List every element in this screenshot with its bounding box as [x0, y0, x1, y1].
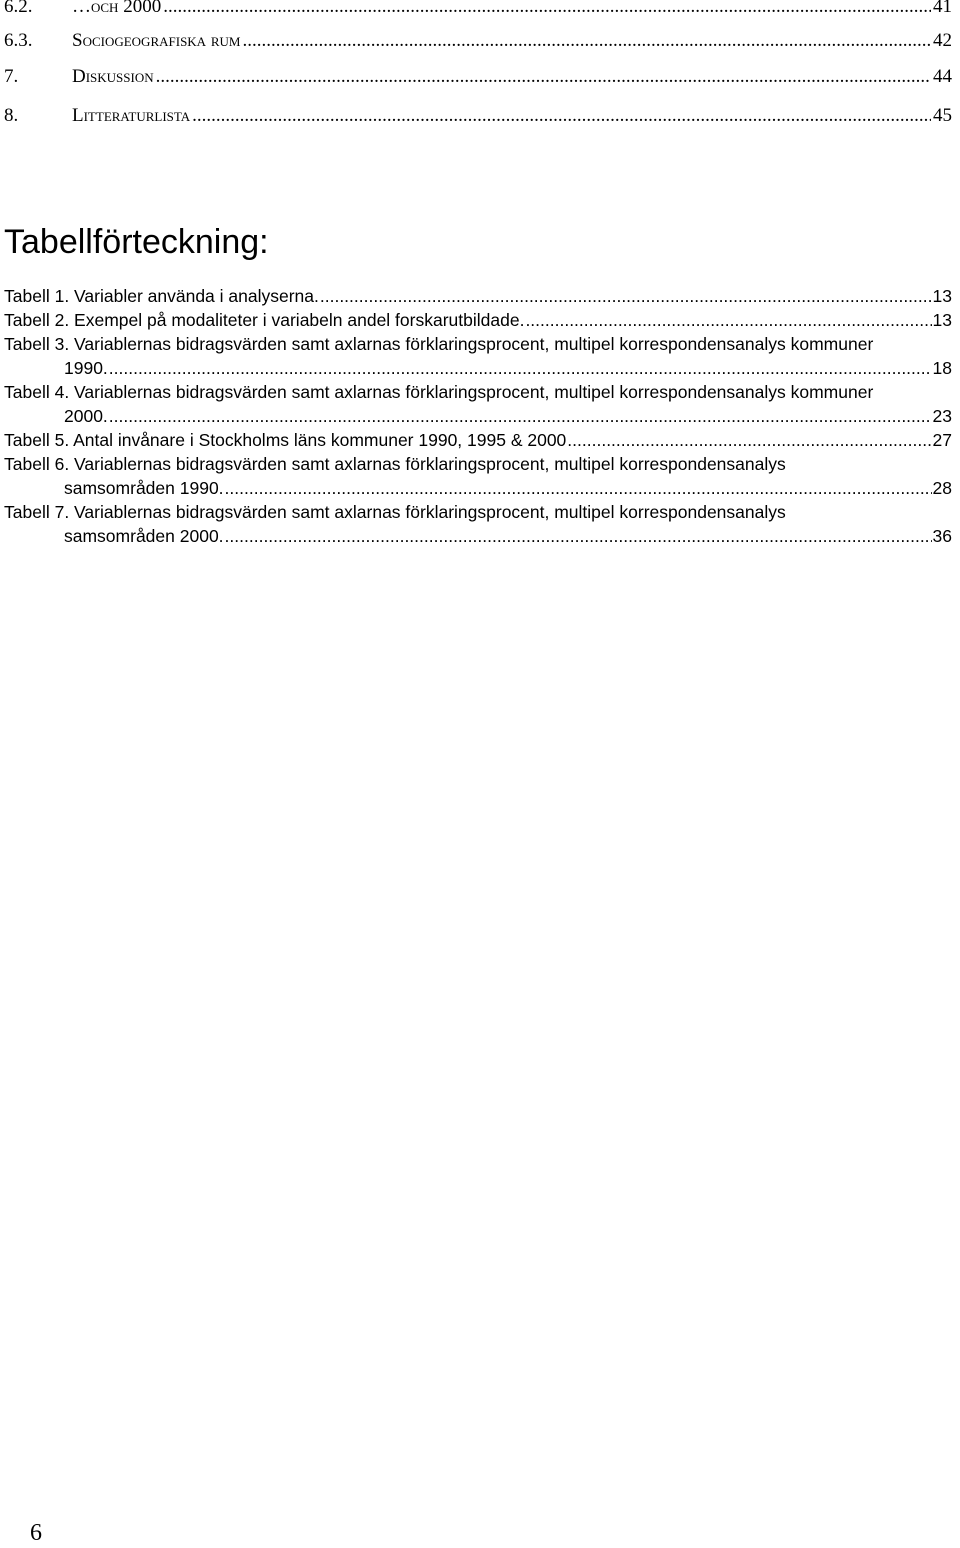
toc-title: Litteraturlista: [72, 105, 191, 126]
table-caption: Tabell 2. Exempel på modaliteter i variabeln andel forskarutbildade.: [4, 310, 525, 330]
toc-page: 41: [933, 0, 952, 17]
table-caption: Tabell 5. Antal invånare i Stockholms läns kommuner 1990, 1995 & 2000: [4, 430, 567, 450]
table-caption: Tabell 1. Variabler använda i analyserna.: [4, 286, 319, 306]
table-caption-continued: samsområden 1990.: [64, 478, 224, 498]
table-page: 23: [932, 406, 952, 426]
toc-number: 7.: [4, 66, 19, 87]
dot-leader: [225, 476, 932, 500]
toc-entry[interactable]: [4, 64, 952, 90]
toc-page: 45: [933, 105, 952, 126]
dot-leader: [109, 356, 932, 380]
table-page: 13: [932, 310, 952, 330]
table-caption-continued: 1990.: [64, 358, 108, 378]
dot-leader: [156, 64, 931, 90]
table-page: 36: [932, 526, 952, 546]
toc-page: 42: [933, 30, 952, 51]
table-list-item[interactable]: [4, 452, 952, 500]
dot-leader: [109, 404, 932, 428]
table-page: 28: [932, 478, 952, 498]
table-page: 18: [932, 358, 952, 378]
table-list-item[interactable]: [4, 380, 952, 428]
table-caption-continued: samsområden 2000.: [64, 526, 224, 546]
toc-title: …och 2000: [72, 0, 162, 17]
dot-leader: [242, 28, 931, 54]
toc-number: 6.3.: [4, 30, 33, 51]
dot-leader: [225, 524, 932, 548]
table-list-item[interactable]: [4, 308, 952, 332]
table-page: 13: [932, 286, 952, 306]
table-page: 27: [932, 430, 952, 450]
dot-leader: [320, 284, 932, 308]
toc-page: 44: [933, 66, 952, 87]
dot-leader: [567, 428, 931, 452]
table-list-item[interactable]: [4, 332, 952, 380]
dot-leader: [525, 308, 931, 332]
table-list-item[interactable]: [4, 500, 952, 548]
toc-entry[interactable]: [4, 103, 952, 129]
toc-entry[interactable]: [4, 0, 952, 20]
toc-number: 6.2.: [4, 0, 33, 17]
table-list: [4, 284, 952, 548]
dot-leader: [192, 103, 931, 129]
toc-title: Sociogeografiska rum: [72, 30, 241, 51]
table-list-item[interactable]: [4, 428, 952, 452]
tables-heading: Tabellförteckning:: [4, 223, 269, 261]
table-caption: Tabell 6. Variablernas bidragsvärden samt axlarnas förklaringsprocent, multipel korrespondensanalys: [4, 454, 786, 474]
table-list-item[interactable]: [4, 284, 952, 308]
dot-leader: [163, 0, 931, 20]
table-caption: Tabell 7. Variablernas bidragsvärden samt axlarnas förklaringsprocent, multipel korrespondensanalys: [4, 502, 786, 522]
toc-title: Diskussion: [72, 66, 154, 87]
toc-number: 8.: [4, 105, 19, 126]
table-caption: Tabell 4. Variablernas bidragsvärden samt axlarnas förklaringsprocent, multipel korrespondensanalys kommuner: [4, 382, 874, 402]
table-caption-continued: 2000.: [64, 406, 108, 426]
table-caption: Tabell 3. Variablernas bidragsvärden samt axlarnas förklaringsprocent, multipel korrespondensanalys kommuner: [4, 334, 874, 354]
page-number: 6: [30, 1520, 42, 1546]
toc-entry[interactable]: [4, 28, 952, 54]
